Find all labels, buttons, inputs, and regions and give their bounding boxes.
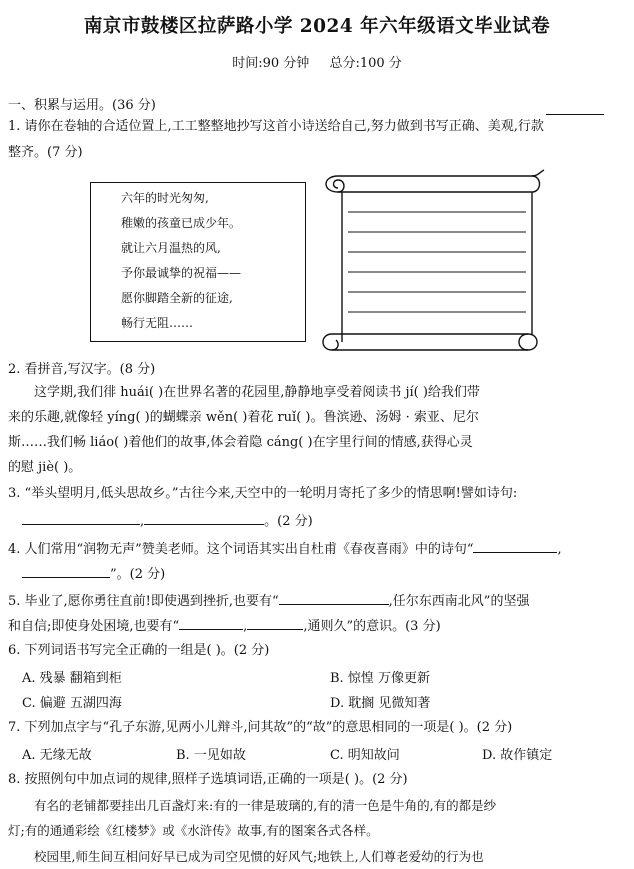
- q5-blank-3[interactable]: [247, 615, 303, 630]
- poem-line: 稚嫩的孩童已成少年。: [121, 216, 242, 230]
- q4-stem: 4. 人们常用“润物无声”赞美老师。这个词语其实出自杜甫《春夜喜雨》中的诗句“ ,: [8, 538, 562, 560]
- q5-blank-1[interactable]: [279, 590, 389, 605]
- q3-blank-2[interactable]: [144, 510, 264, 525]
- q8-stem: 8. 按照例句中加点词的规律,照样子选填词语,正确的一项是( )。(2 分): [8, 772, 408, 787]
- q7-stem: 7. 下列加点字与“孔子东游,见两小儿辩斗,问其故”的“故”的意思相同的一项是( )。(2 分): [8, 720, 513, 735]
- poem-box: [90, 182, 306, 342]
- poem-line: 愿你脚踏全新的征途,: [121, 291, 233, 305]
- q2-text-line: 来的乐趣,就像轻 yíng( )的蝴蝶亲 wěn( )着花 ruǐ( )。鲁滨逊、汤姆 · 索亚、尼尔: [8, 410, 479, 425]
- q4-blank-1[interactable]: [473, 538, 557, 553]
- q4-blank-2[interactable]: [22, 563, 110, 578]
- q6-option-c[interactable]: C. 偏避 五湖四海: [22, 696, 122, 711]
- q3-blank-1[interactable]: [22, 510, 140, 525]
- q3-stem: 3. “举头望明月,低头思故乡。”古往今来,天空中的一轮明月寄托了多少的情思啊!譬如诗句:: [8, 486, 518, 501]
- poem-line: 就让六月温热的风,: [121, 241, 221, 255]
- exam-time: 时间:90 分钟: [232, 56, 310, 71]
- q8-example-line2: 灯;有的通通彩绘《红楼梦》或《水浒传》故事,有的图案各式各样。: [8, 823, 379, 838]
- q2-stem: 2. 看拼音,写汉字。(8 分): [8, 362, 156, 377]
- poem-line: 予你最诚挚的祝福——: [121, 266, 242, 280]
- q7-option-a[interactable]: A. 无缘无故: [22, 748, 92, 763]
- q2-text-line: 的慰 jiè( )。: [8, 460, 82, 475]
- q1-stem-line2: 整齐。(7 分): [8, 145, 83, 160]
- top-right-rule: [546, 114, 604, 115]
- q5-blank-2[interactable]: [179, 615, 243, 630]
- exam-score: 总分:100 分: [329, 56, 402, 71]
- q7-option-b[interactable]: B. 一见如故: [176, 748, 246, 763]
- q8-passage-line: 校园里,师生间互相问好早已成为司空见惯的好风气;地铁上,人们尊老爱幼的行为也: [34, 849, 484, 864]
- q6-option-d[interactable]: D. 耽搁 见微知著: [330, 696, 431, 711]
- q4-answer-line: ”。(2 分): [22, 563, 165, 585]
- q2-text-line: 斯……我们畅 liáo( )着他们的故事,体会着隐 cáng( )在字里行间的情感,获得心灵: [8, 435, 473, 450]
- q7-option-d[interactable]: D. 故作镇定: [482, 748, 553, 763]
- poem-line: 六年的时光匆匆,: [121, 191, 209, 205]
- scroll-writing-area[interactable]: [318, 166, 548, 354]
- q6-option-a[interactable]: A. 残暴 翻箱到柜: [22, 671, 122, 686]
- exam-title: 南京市鼓楼区拉萨路小学 2024 年六年级语文毕业试卷: [83, 16, 551, 37]
- section-heading: 一、积累与运用。(36 分): [8, 98, 156, 113]
- q2-text-line: 这学期,我们徘 huái( )在世界名著的花园里,静静地享受着阅读书 jí( )给我们带: [34, 385, 480, 400]
- q5-stem-line1: 5. 毕业了,愿你勇往直前!即使遇到挫折,也要有“ ,任尔东西南北风”的坚强: [8, 590, 529, 612]
- q7-option-c[interactable]: C. 明知故问: [330, 748, 400, 763]
- exam-meta: [0, 52, 634, 71]
- q6-option-b[interactable]: B. 惊惶 万像更新: [330, 671, 430, 686]
- q5-stem-line2: 和自信;即使身处困境,也要有“ , ,通则久”的意识。(3 分): [8, 615, 441, 637]
- q6-stem: 6. 下列词语书写完全正确的一组是( )。(2 分): [8, 643, 270, 658]
- poem-line: 畅行无阻……: [121, 316, 194, 330]
- q1-stem-line1: 1. 请你在卷轴的合适位置上,工工整整地抄写这首小诗送给自己,努力做到书写正确、美观,行款: [8, 119, 544, 134]
- q8-example-line1: 有名的老铺都要挂出几百盏灯来:有的一律是玻璃的,有的清一色是牛角的,有的都是纱: [34, 798, 497, 813]
- q3-answer-line: , 。(2 分): [22, 510, 313, 532]
